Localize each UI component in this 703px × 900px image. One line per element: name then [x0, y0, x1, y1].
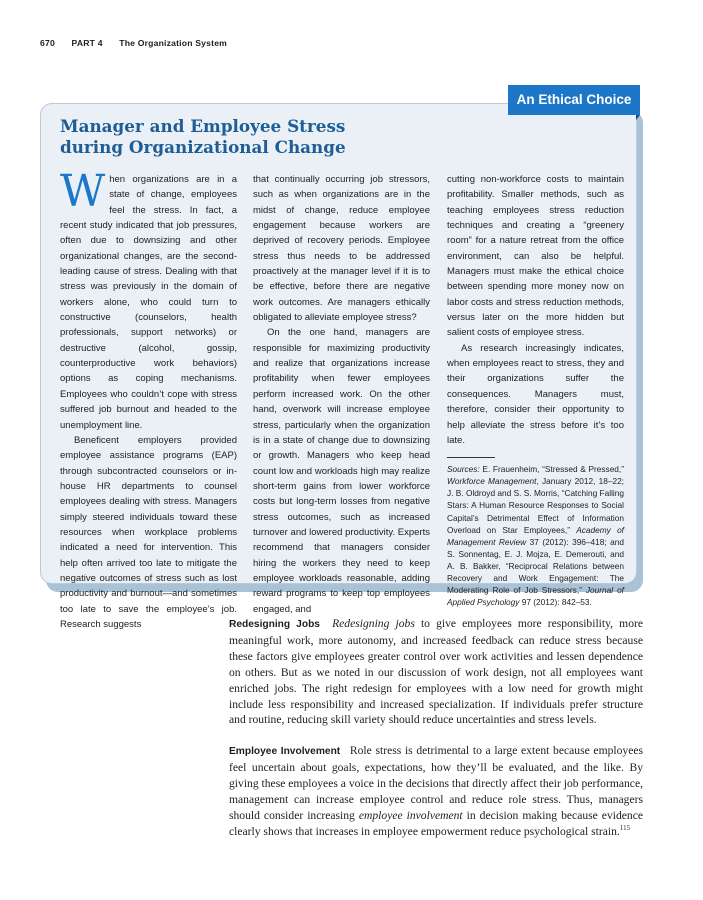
- col1-paragraph-1: When organizations are in a state of change, employees feel the stress. In fact, a recent study indicated that job pressures, often due to downsizing and other organizational changes, are the second-leading cause of stress. Dealing with that stress was previously in the domain of workers alone, who could turn to constructive (counselors, health professionals, support networks) or destructive (alcohol, gossip, counterproductive work behaviors) options as coping mechanisms. Employees who couldn’t cope with stress suffered job burnout and headed to the unemployment line.: [60, 166, 237, 431]
- col2-paragraph-2: On the one hand, managers are responsible for maximizing productivity and realize that organizations increase profitability when fewer employees perform increased work. On the other hand, overwork will increase employee stress, particularly when the organization is in a state of change due to downsizing or growth. Managers who keep head count low and workloads high may realize short-term gains from lower workforce costs but long-term losses from negative stress outcomes, such as increased turnover and lowered productivity. Experts recommend that managers consider hiring the workers they need to keep employee workloads reasonable, adding reward programs to keep top employees engaged, and: [253, 327, 430, 615]
- section-redesigning-jobs: Redesigning Jobs Redesigning jobs to give employees more responsibility, more meaningful work, more autonomy, and increased feedback can reduce stress because these factors give employees greater control over work activities and lessen dependence on others. But as we noted in our discussion of work design, not all employees want enriched jobs. The right redesign for employees with a low need for growth might include less responsibility and increased specialization. If individuals prefer structure and routine, reducing skill variety should reduce uncertainties and stress levels.: [229, 617, 643, 727]
- box-column-3: [447, 172, 624, 608]
- col1-paragraph-2: Beneficent employers provided employee assistance programs (EAP) through subcontracted counselors or in-house HR departments to counsel employees dealing with stress. Managers simply steered individuals toward these resources when workplace problems indicated a need for intervention. This help often arrived too late to mitigate the negative outcomes of stress such as lost productivity and burnout—and sometimes too late to save the employee’s job. Research suggests: [60, 434, 237, 630]
- sources-note: Sources: E. Frauenheim, “Stressed & Pressed,” Workforce Management, January 2012, 18–22; J. B. Oldroyd and S. S. Morris, “Catching Falling Stars: A Human Resource Responses to Social Capital’s Detrimental Effect of Information Overload on Star Employees,” Academy of Management Review 37 (2012): 396–418; and S. Sonnentag, E. J. Mojza, E. Demerouti, and A. B. Bakker, “Reciprocal Relations between Recovery and Work Engagement: The Moderating Role of Job Stressors,” Journal of Applied Psychology 97 (2012): 842–53.: [447, 464, 625, 608]
- col3-paragraph-2: As research increasingly indicates, when employees react to stress, they and their organizations suffer the consequences. Managers must, therefore, consider their opportunity to help alleviate the stress before it’s too late.: [447, 342, 624, 446]
- part-title: The Organization System: [119, 38, 228, 48]
- sources-divider: [447, 457, 495, 458]
- col2-paragraph-1: that continually occurring job stressors, such as when organizations are in the midst of change, reduce employee engagement because workers are deprived of recovery periods. Employee stress thus needs to be addressed proactively at the manager level if it is to be effective, before there are negative work outcomes. Are managers ethically obligated to alleviate employee stress?: [253, 174, 430, 324]
- running-header: [40, 38, 241, 48]
- run-in-heading-employee-involvement: Employee Involvement: [229, 746, 341, 757]
- box-column-2: [253, 172, 430, 617]
- drop-cap: W: [60, 166, 106, 217]
- tag-fold: [636, 115, 640, 120]
- run-in-heading-redesigning-jobs: Redesigning Jobs: [229, 619, 320, 630]
- box-title: Manager and Employee Stress during Organizational Change: [60, 116, 346, 157]
- footnote-marker: 115: [619, 823, 631, 832]
- key-term-employee-involvement: employee involvement: [358, 808, 463, 822]
- part-label: PART 4: [71, 38, 103, 48]
- col3-paragraph-1: cutting non-workforce costs to maintain profitability. Smaller methods, such as teaching employees stress reduction techniques and creating a “greenery room” for a nature retreat from the office environment, can also be helpful. Managers must make the ethical choice between spending more money now on labor costs and stress reduction methods, versus later on the more hidden but salient costs of employee stress.: [447, 174, 624, 339]
- ethical-choice-tag: An Ethical Choice: [508, 85, 640, 115]
- page-number: 670: [40, 38, 55, 48]
- section-employee-involvement: Employee Involvement Role stress is detrimental to a large extent because employees feel uncertain about goals, expectations, how they’ll be evaluated, and the like. By giving these employees a voice in the decisions that directly affect their job performance, management can increase employee control and reduce role stress. Thus, managers should consider increasing employee involvement in decision making because evidence clearly shows that increases in employee empowerment reduce psychological strain.$^{115}$: [229, 744, 644, 838]
- box-column-1: [60, 166, 237, 632]
